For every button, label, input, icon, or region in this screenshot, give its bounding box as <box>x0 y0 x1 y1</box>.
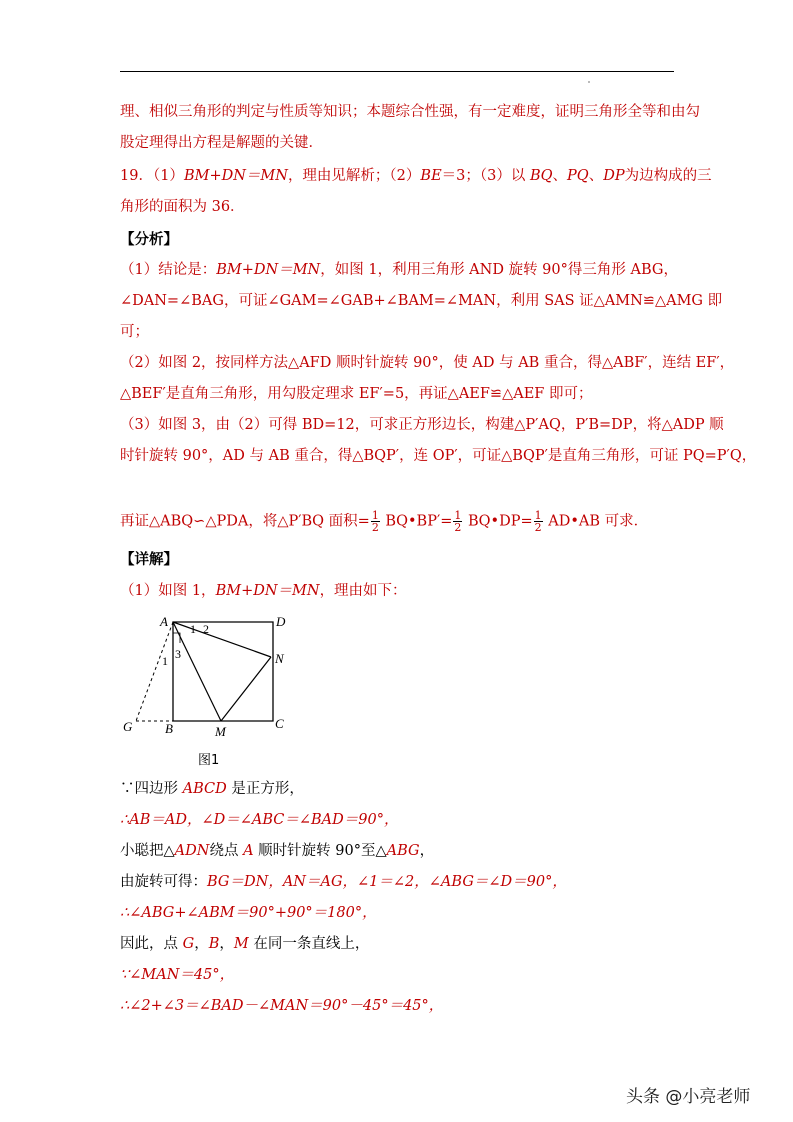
label-n: N <box>275 651 284 666</box>
solution-line-1 <box>120 779 304 799</box>
q19-number: 19．（1） <box>120 168 184 184</box>
s1-post: 是正方形， <box>226 781 304 797</box>
q19-dp: DP <box>603 168 625 184</box>
figure-1-diagram <box>118 605 303 740</box>
analysis-line-8 <box>120 510 648 533</box>
segment-mn <box>221 657 271 721</box>
figure-1-caption: 图1 <box>198 753 220 768</box>
s4-pre: 由旋转可得： <box>120 874 207 890</box>
s6-g: G <box>182 936 195 952</box>
label-g: G <box>123 719 133 734</box>
detail-1-expr: BM+DN＝MN <box>215 583 320 599</box>
s3-mid2: 顺时针旋转 90°至△ <box>253 843 387 859</box>
s6-c2: ， <box>219 936 234 952</box>
solution-line-3 <box>120 841 434 861</box>
detail-1-post: ，理由如下： <box>319 583 407 599</box>
segment-ag-dashed <box>136 622 173 721</box>
frac-num: 1 <box>371 509 379 522</box>
frac-den: 2 <box>454 521 462 534</box>
question-19-answer <box>120 166 712 186</box>
s3-adn: ADN <box>174 843 210 859</box>
analysis-1-expr: BM+DN＝MN <box>216 262 321 278</box>
fraction-half-1 <box>371 510 380 533</box>
text-line-1: 理、相似三角形的判定与性质等知识；本题综合性强，有一定难度，证明三角形全等和由勾 <box>120 104 700 120</box>
solution-line-7: ∵∠MAN＝45°， <box>120 967 235 983</box>
analysis-heading: 【分析】 <box>120 231 178 248</box>
s3-pre: 小聪把△ <box>120 843 175 859</box>
solution-line-8: ∴∠2+∠3＝∠BAD－∠MAN＝90°－45°＝45°， <box>120 998 444 1014</box>
s6-m: M <box>233 936 249 952</box>
analysis-8-pre: 再证△ABQ∽△PDA，将△P′BQ 面积= <box>120 513 370 530</box>
detail-line-1 <box>120 581 407 601</box>
label-a: A <box>160 614 168 629</box>
s4-body: BG＝DN，AN＝AG，∠1＝∠2，∠ABG＝∠D＝90°， <box>207 874 567 890</box>
s6-b: B <box>208 936 220 952</box>
s3-abg: ABG <box>386 843 420 859</box>
solution-line-6 <box>120 934 369 954</box>
text-line-4: 角形的面积为 36． <box>120 199 245 215</box>
analysis-8-t2: BQ•DP= <box>463 513 533 530</box>
analysis-1-pre: （1）结论是： <box>120 262 217 278</box>
q19-mid: ，理由见解析；（2） <box>287 168 421 184</box>
solution-line-2: ∴AB＝AD，∠D＝∠ABC＝∠BAD＝90°， <box>120 812 399 828</box>
analysis-line-1 <box>120 260 678 280</box>
label-b: B <box>165 721 173 736</box>
s6-c1: ， <box>194 936 209 952</box>
analysis-line-5: △BEF′是直角三角形，用勾股定理求 EF′=5，再证△AEF≌△AEF 即可； <box>120 386 593 402</box>
s6-pre: 因此，点 <box>120 936 183 952</box>
q19-answer-2-value: ＝3；（3）以 <box>441 168 526 184</box>
fraction-half-2 <box>453 510 462 533</box>
s3-mid: 绕点 <box>209 843 244 859</box>
frac-den: 2 <box>534 521 542 534</box>
q19-end: 为边构成的三 <box>624 168 712 184</box>
text-line-2: 股定理得出方程是解题的关键． <box>120 135 323 151</box>
q19-bq: BQ <box>529 168 553 184</box>
angle-label-3: 3 <box>175 647 181 661</box>
solution-line-4 <box>120 872 567 892</box>
q19-answer-2: BE <box>420 168 442 184</box>
s1-pre: ∵四边形 <box>120 781 183 797</box>
analysis-line-7: 时针旋转 90°，AD 与 AB 重合，得△BQP′，连 OP′，可证△BQP′是直角三角形，可证 PQ=P′Q， <box>120 448 757 464</box>
label-m: M <box>215 724 226 739</box>
frac-num: 1 <box>454 509 462 522</box>
angle-label-2: 2 <box>203 622 209 636</box>
q19-sep-2: 、 <box>588 168 604 184</box>
solution-line-5: ∴∠ABG+∠ABM＝90°+90°＝180°， <box>120 905 377 921</box>
detail-1-pre: （1）如图 1， <box>120 583 216 599</box>
s6-post: 在同一条直线上， <box>248 936 370 952</box>
analysis-8-t3: AD•AB 可求． <box>543 513 649 530</box>
label-d: D <box>276 614 286 629</box>
q19-answer-1: BM+DN＝MN <box>183 168 288 184</box>
analysis-line-4: （2）如图 2，按同样方法△AFD 顺时针旋转 90°，使 AD 与 AB 重合，得△ABF′，连结 EF′， <box>120 355 735 371</box>
angle-label-1-left: 1 <box>162 654 168 668</box>
q19-pq: PQ <box>567 168 589 184</box>
watermark: 头条 @小亮老师 <box>626 1087 751 1107</box>
s3-end: ， <box>419 843 435 859</box>
q19-sep-1: 、 <box>552 168 568 184</box>
scan-dot <box>588 81 590 83</box>
angle-label-1-top: 1 <box>190 622 196 636</box>
label-c: C <box>275 716 284 731</box>
analysis-8-t1: BQ•BP′= <box>380 513 453 530</box>
analysis-line-6: （3）如图 3，由（2）可得 BD=12，可求正方形边长，构建△P′AQ，P′B=DP，将△ADP 顺 <box>120 417 724 433</box>
s3-a: A <box>243 843 254 859</box>
frac-num: 1 <box>534 509 542 522</box>
square-abcd <box>173 622 273 721</box>
s1-abcd: ABCD <box>182 781 227 797</box>
frac-den: 2 <box>371 521 379 534</box>
analysis-line-3: 可； <box>120 324 149 340</box>
detail-heading: 【详解】 <box>120 551 178 568</box>
analysis-line-2: ∠DAN=∠BAG，可证∠GAM=∠GAB+∠BAM=∠MAN，利用 SAS 证△AMN≌△AMG 即 <box>120 293 723 309</box>
analysis-1-post: ，如图 1，利用三角形 AND 旋转 90°得三角形 ABG， <box>320 262 678 278</box>
header-rule <box>120 71 674 72</box>
fraction-half-3 <box>534 510 543 533</box>
